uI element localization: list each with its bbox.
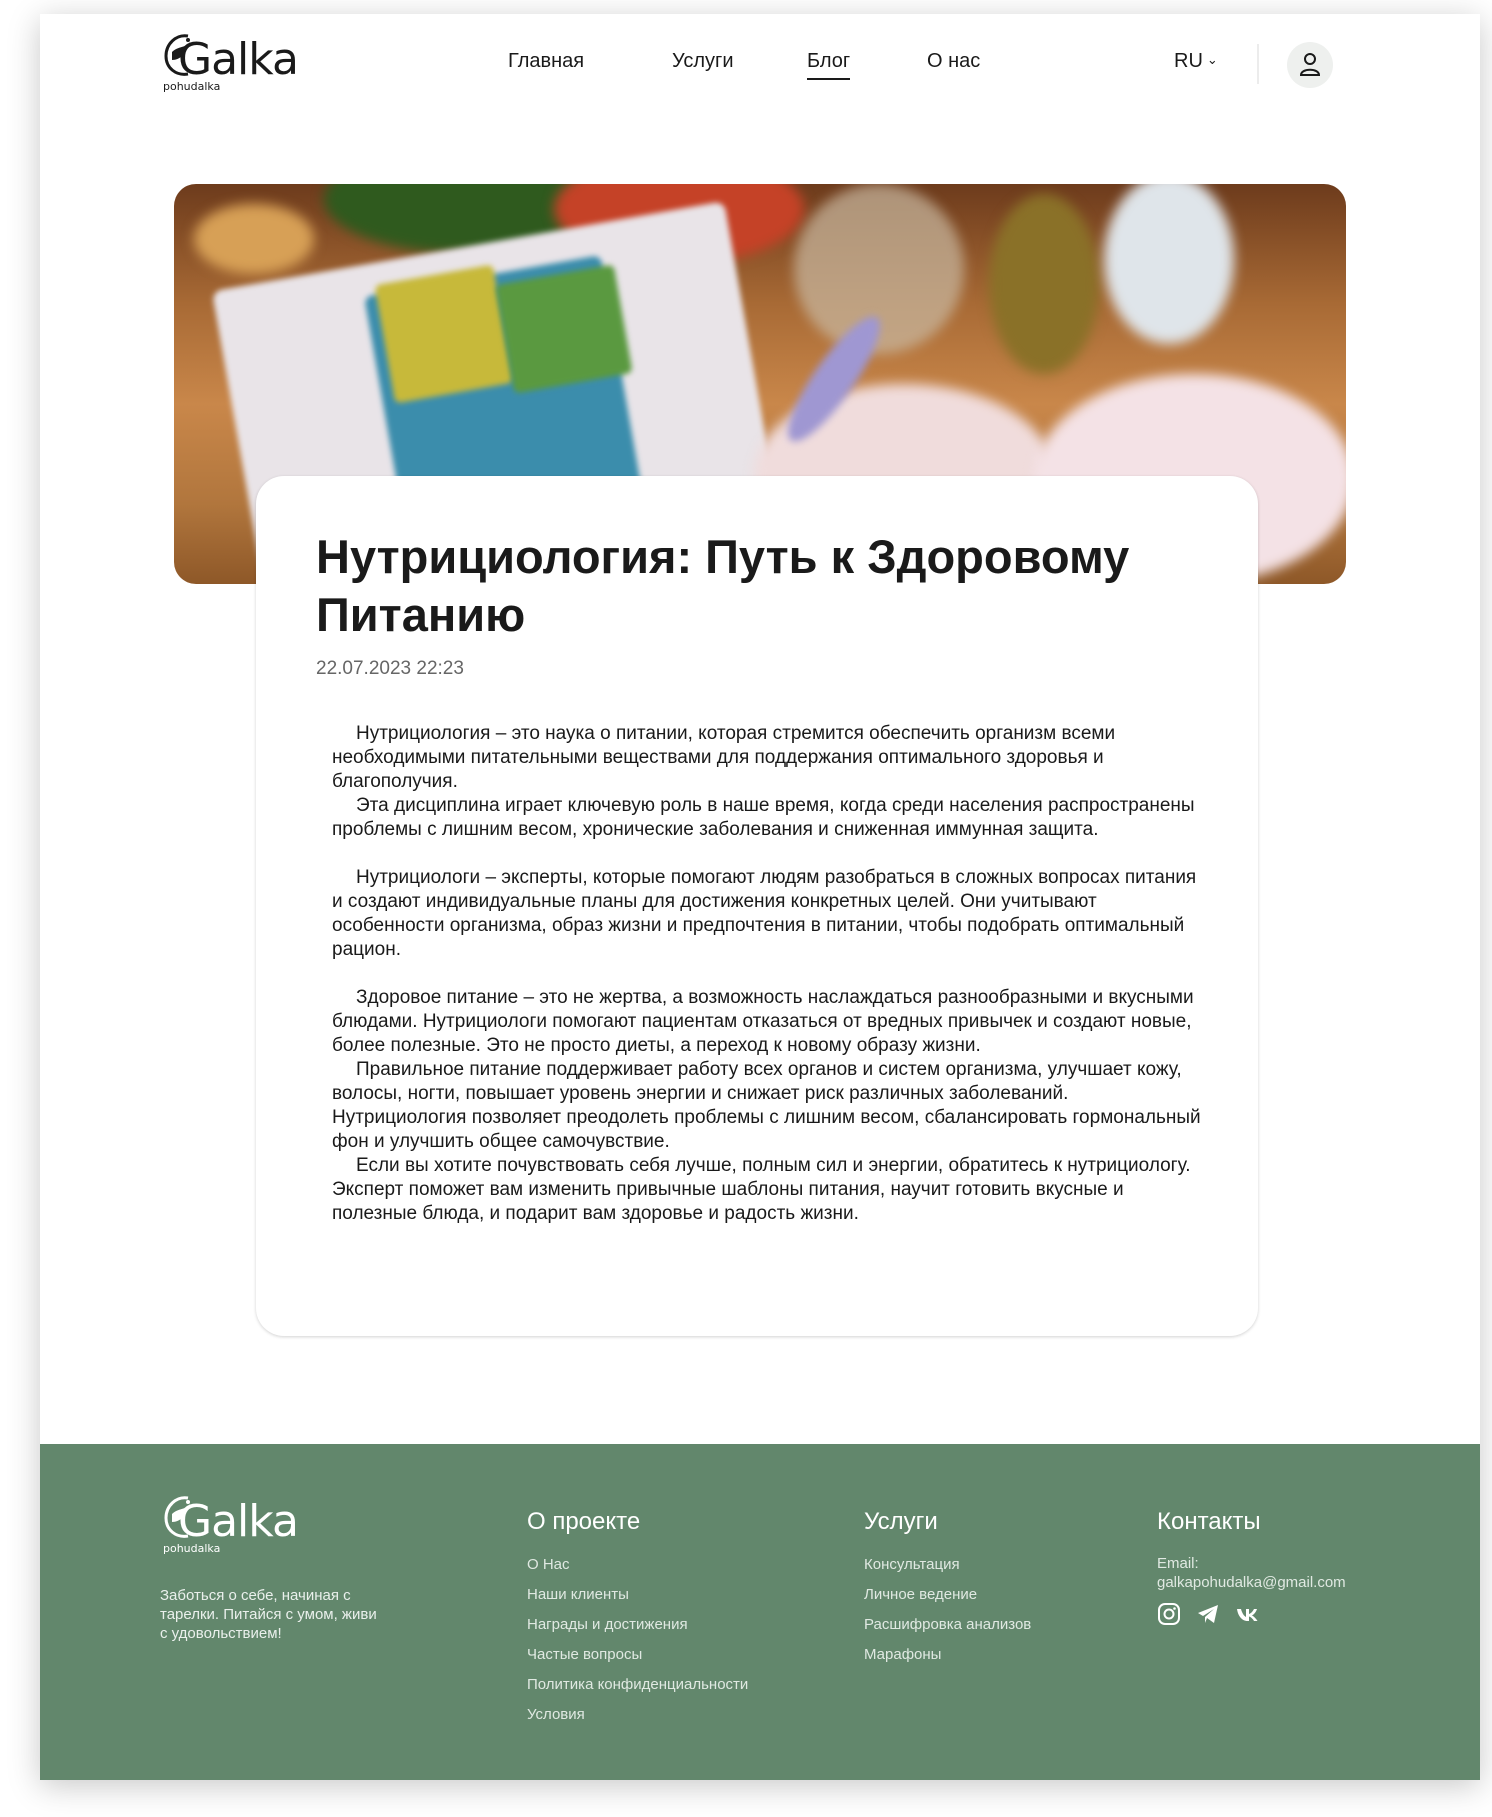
nav-item-home[interactable]: Главная	[508, 50, 585, 72]
user-icon	[1298, 51, 1322, 79]
article-date: 22.07.2023 22:23	[316, 658, 464, 679]
vk-icon[interactable]	[1236, 1602, 1262, 1626]
services-column-title: Услуги	[864, 1508, 938, 1535]
email-address: galkapohudalka@gmail.com	[1157, 1574, 1346, 1591]
footer-logo[interactable]	[160, 1490, 298, 1555]
language-label: RU	[1174, 50, 1203, 72]
logo-subtitle: pohudalka	[163, 80, 221, 93]
footer-link-privacy[interactable]: Политика конфиденциальности	[527, 1676, 749, 1693]
footer-link-personal[interactable]: Личное ведение	[864, 1586, 978, 1603]
nav-item-about[interactable]: О нас	[927, 50, 981, 72]
nav-item-blog[interactable]: Блог	[807, 50, 851, 72]
footer-link-terms[interactable]: Условия	[527, 1706, 585, 1723]
contact-email[interactable]	[1157, 1554, 1346, 1592]
nav-item-services[interactable]: Услуги	[672, 50, 734, 72]
article-paragraph: Эта дисциплина играет ключевую роль в наше время, когда среди населения распространены проблемы с лишним весом, хронические заболевания и сниженная иммунная защита.	[332, 795, 1195, 840]
article-paragraph: Здоровое питание – это не жертва, а возможность наслаждаться разнообразными и вкусными блюдами. Нутрициологи помогают пациентам отказаться от вредных привычек и создают новые, более полезные. Это не просто диеты, а переход к новому образу жизни.	[332, 987, 1194, 1056]
chevron-down-icon: ⌄	[1206, 52, 1218, 67]
footer-link-clients[interactable]: Наши клиенты	[527, 1586, 629, 1603]
telegram-icon[interactable]	[1196, 1602, 1220, 1626]
logo-subtitle: pohudalka	[163, 1542, 221, 1555]
email-label: Email:	[1157, 1555, 1199, 1572]
article-card	[256, 476, 1258, 1336]
about-column-title: О проекте	[527, 1508, 641, 1535]
footer-tagline: Заботься о себе, начиная с тарелки. Питайся с умом, живи с удовольствием!	[160, 1587, 377, 1642]
article-paragraph: Нутрициология – это наука о питании, которая стремится обеспечить организм всеми необходимыми питательными веществами для поддержания оптимального здоровья и благополучия.	[332, 723, 1116, 792]
article-title: Нутрициология: Путь к Здоровому Питанию	[316, 530, 1130, 641]
services-links	[864, 1556, 1031, 1676]
article-paragraph: Правильное питание поддерживает работу всех органов и систем организма, улучшает кожу, волосы, ногти, повышает уровень энергии и снижает риск различных заболеваний. Нутрициология позволяет преодолеть проблемы с лишним весом, сбалансировать гормональный фон и улучшить общее самочувствие.	[332, 1059, 1201, 1152]
instagram-icon[interactable]	[1157, 1602, 1181, 1626]
footer-link-faq[interactable]: Частые вопросы	[527, 1646, 643, 1663]
header-divider	[1257, 44, 1259, 84]
about-links	[527, 1556, 748, 1736]
logo-wordmark: Galka	[178, 1496, 298, 1547]
footer-link-consultation[interactable]: Консультация	[864, 1556, 960, 1573]
footer-link-analysis[interactable]: Расшифровка анализов	[864, 1616, 1032, 1633]
footer-link-awards[interactable]: Награды и достижения	[527, 1616, 688, 1633]
site-footer	[40, 1444, 1480, 1780]
language-selector[interactable]	[1174, 50, 1218, 73]
footer-link-marathons[interactable]: Марафоны	[864, 1646, 942, 1663]
footer-link-about[interactable]: О Нас	[527, 1556, 570, 1573]
article-paragraph: Если вы хотите почувствовать себя лучше, полным сил и энергии, обратитесь к нутрициологу. Эксперт поможет вам изменить привычные шаблоны питания, научит готовить вкусные и полезные блюда, и подарит вам здоровье и радость жизни.	[332, 1155, 1191, 1224]
logo[interactable]	[160, 28, 298, 93]
contacts-column-title: Контакты	[1157, 1508, 1261, 1535]
profile-button[interactable]	[1287, 42, 1333, 88]
article-paragraph: Нутрициологи – эксперты, которые помогают людям разобраться в сложных вопросах питания и создают индивидуальные планы для достижения конкретных целей. Они учитывают особенности организма, образ жизни и предпочтения в питании, чтобы подобрать оптимальный рацион.	[332, 867, 1197, 960]
site-header	[40, 14, 1480, 114]
page	[40, 14, 1480, 1780]
article-body	[332, 722, 1202, 1226]
logo-wordmark: Galka	[178, 34, 298, 85]
